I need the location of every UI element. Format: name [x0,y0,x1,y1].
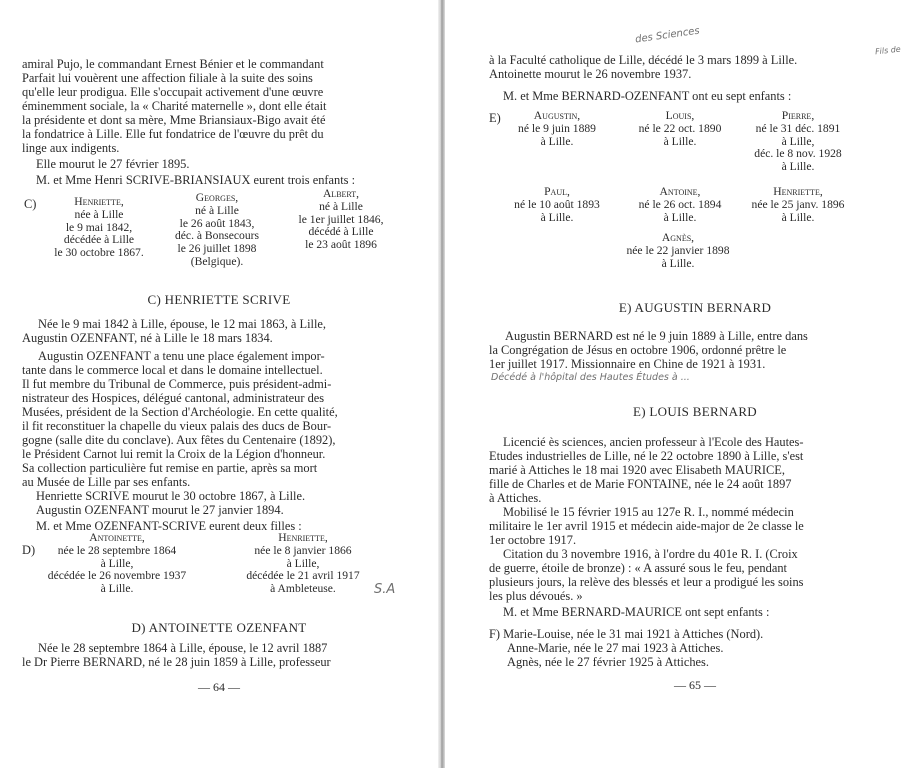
child-detail: né à Lille [195,203,239,217]
section-title: E) AUGUSTIN BERNARD [618,300,772,315]
handwritten-annotation: des Sciences [634,25,701,46]
text-line: M. et Mme OZENFANT-SCRIVE eurent deux filles : [36,519,302,533]
text-line: Henriette SCRIVE mourut le 30 octobre 1867, à Lille. [36,489,306,503]
section-title: D) ANTOINETTE OZENFANT [131,620,307,635]
text-line: Augustin OZENFANT mourut le 27 janvier 1894. [36,503,284,517]
child-detail: à Lille, [781,134,815,148]
text-line: qu'elle leur prodigua. Elle s'occupait activement d'une œuvre [22,85,324,99]
text-line: la Congrégation de Jésus en octobre 1906, ordonné prêtre le [489,343,787,357]
child-name: Louis, [665,109,695,122]
child-detail: le 9 mai 1842, [65,220,133,234]
handwritten-annotation: Fils de [874,44,902,57]
text-line: Née le 9 mai 1842 à Lille, épouse, le 12 mai 1863, à Lille, [38,317,326,331]
child-antoine [620,186,740,224]
text-line: Sa collection particulière fut remise en partie, après sa mort [22,461,318,475]
child-name: Agnès, [661,231,695,244]
child-georges [160,192,274,269]
generation-marker: C) [24,197,37,211]
text-line: à Attiches. [489,491,542,505]
child-agnes [608,232,748,270]
child-detail: décédée à Lille [63,233,135,247]
child-detail: né à Lille [319,199,363,213]
text-line: 1er octobre 1917. [489,533,577,547]
child-augustin [497,110,617,148]
text-line: Licencié ès sciences, ancien professeur à l'Ecole des Hautes- [503,435,804,449]
left-page [0,0,438,768]
child-detail: à Lille. [540,134,574,148]
text-line: linge aux indigents. [22,141,120,155]
child-name: Antoine, [659,185,701,198]
text-line: au Musée de Lille par ses enfants. [22,475,191,489]
child-henriette [733,186,863,224]
text-line: il fit reconstituer la chapelle du vieux palais des ducs de Bour- [22,419,332,433]
text-line: amiral Pujo, le commandant Ernest Bénier et le commandant [22,57,324,71]
child-detail: né le 9 juin 1889 [518,121,596,135]
child-detail: à Ambleteuse. [270,582,336,596]
text-line: éminemment sociale, la « Charité maternelle », dont elle était [22,99,327,113]
text-line: le Président Carnot lui remit la Croix de la Légion d'honneur. [22,447,326,461]
book-gutter [438,0,445,768]
text-line: Mobilisé le 15 février 1915 au 127e R. I., nommé médecin [503,505,794,519]
text-line: la présidente et dont sa mère, Mme Briansiaux-Bigo avait été [22,113,326,127]
child-paul [497,186,617,224]
child-detail: décédée le 21 avril 1917 [246,569,360,583]
child-detail: né le 22 oct. 1890 [638,121,722,135]
child-henriette [44,196,154,260]
text-line: tante dans le commerce local et dans le domaine intellectuel. [22,363,323,377]
child-name: Pierre, [781,109,815,122]
child-name: Georges, [195,191,239,204]
child-detail: le 1er juillet 1846, [298,212,384,226]
text-line: de guerre, étoile de bronze) : « A assuré sous le feu, pendant [489,561,787,575]
text-line: plusieurs jours, la relève des blessés et leur a prodigué les soins [489,575,804,589]
text-line: Etudes industrielles de Lille, né le 22 octobre 1890 à Lille, s'est [489,449,804,463]
text-line: Elle mourut le 27 février 1895. [36,157,190,171]
text-line: gogne (salle dite du conclave). Aux fêtes du Centenaire (1892), [22,433,336,447]
child-albert [282,188,400,252]
text-line: Il fut membre du Tribunal de Commerce, puis président-admi- [22,377,332,391]
text-line: le Dr Pierre BERNARD, né le 28 juin 1859 à Lille, professeur [22,655,331,669]
child-detail: née le 28 septembre 1864 [57,543,177,557]
child-louis [620,110,740,148]
child-detail: à Lille. [781,160,815,174]
section-title: E) LOUIS BERNARD [633,404,757,419]
child-name: Paul, [544,185,570,198]
text-line: M. et Mme BERNARD-MAURICE ont sept enfants : [503,605,770,619]
text-line: F) Marie-Louise, née le 31 mai 1921 à Attiches (Nord). [489,627,764,641]
text-line: Augustin OZENFANT a tenu une place également impor- [38,349,325,363]
child-name: Augustin, [533,109,581,122]
text-line: nistrateur des Hospices, délégué cantonal, administrateur des [22,391,325,405]
child-detail: décédé à Lille [308,225,374,239]
child-detail: né le 26 oct. 1894 [638,197,722,211]
child-name: Albert, [322,187,360,200]
section-title: C) HENRIETTE SCRIVE [147,292,291,307]
child-detail: à Lille. [540,210,574,224]
child-detail: à Lille. [661,256,695,270]
text-line: Née le 28 septembre 1864 à Lille, épouse, le 12 avril 1887 [38,641,328,655]
child-pierre [733,110,863,174]
child-detail: à Lille. [663,210,697,224]
text-line: Augustin OZENFANT, né à Lille le 18 mars 1834. [22,331,273,345]
handwritten-annotation: S.A [374,582,396,597]
text-line: fille de Charles et de Marie FONTAINE, née le 24 août 1897 [489,477,792,491]
generation-marker: E) [489,111,501,125]
child-detail: le 30 octobre 1867. [54,246,144,260]
text-line: Anne-Marie, née le 27 mai 1923 à Attiches. [507,641,724,655]
page-number: — 64 — [198,680,240,694]
child-detail: à Lille. [663,134,697,148]
text-line: les plus dévoués. » [489,589,583,603]
child-detail: déc. à Bonsecours [174,229,260,243]
child-detail: déc. le 8 nov. 1928 [754,147,842,161]
text-line: la fondatrice à Lille. Elle fut fondatrice de l'œuvre du prêt du [22,127,324,141]
text-line: Agnès, née le 27 février 1925 à Attiches. [507,655,709,669]
child-name: Henriette, [278,531,328,544]
child-detail: né le 31 déc. 1891 [755,121,841,135]
page-number: — 65 — [674,678,716,692]
child-detail: décédée le 26 novembre 1937 [47,569,187,583]
child-name: Antoinette, [89,531,145,544]
text-line: Parfait lui vouèrent une affection filiale à la suite des soins [22,71,313,85]
generation-marker: D) [22,543,36,557]
child-detail: à Lille, [286,556,320,570]
child-detail: née le 25 janv. 1896 [751,197,845,211]
text-line: Citation du 3 novembre 1916, à l'ordre du 401e R. I. (Croix [503,547,798,561]
child-antoinette [42,532,192,596]
handwritten-annotation: Décédé à l'hôpital des Hautes Études à ... [491,372,690,383]
text-line: 1er juillet 1917. Missionnaire en Chine de 1921 à 1931. [489,357,766,371]
child-detail: née le 8 janvier 1866 [254,543,352,557]
right-page [445,0,921,768]
text-line: marié à Attiches le 18 mai 1920 avec Elisabeth MAURICE, [489,463,785,477]
text-line: Augustin BERNARD est né le 9 juin 1889 à Lille, entre dans [505,329,808,343]
text-line: militaire le 1er avril 1915 et médecin aide-major de 2e classe le [489,519,804,533]
child-detail: le 26 juillet 1898 [177,242,257,256]
text-line: Antoinette mourut le 26 novembre 1937. [489,67,692,81]
child-name: Henriette, [773,185,823,198]
text-line: à la Faculté catholique de Lille, décédé le 3 mars 1899 à Lille. [489,53,798,67]
child-detail: à Lille. [781,210,815,224]
text-line: M. et Mme BERNARD-OZENFANT ont eu sept enfants : [503,89,792,103]
child-detail: née à Lille [74,207,124,221]
child-detail: (Belgique). [190,254,244,268]
child-detail: à Lille, [100,556,134,570]
child-detail: le 26 août 1843, [179,216,255,230]
child-henriette [228,532,378,596]
child-detail: à Lille. [100,582,134,596]
child-detail: né le 10 août 1893 [514,197,600,211]
text-line: M. et Mme Henri SCRIVE-BRIANSIAUX eurent trois enfants : [36,173,356,187]
child-detail: née le 22 janvier 1898 [626,243,730,257]
child-detail: le 23 août 1896 [305,238,377,252]
text-line: Musées, président de la Section d'Archéologie. En cette qualité, [22,405,338,419]
child-name: Henriette, [74,195,124,208]
